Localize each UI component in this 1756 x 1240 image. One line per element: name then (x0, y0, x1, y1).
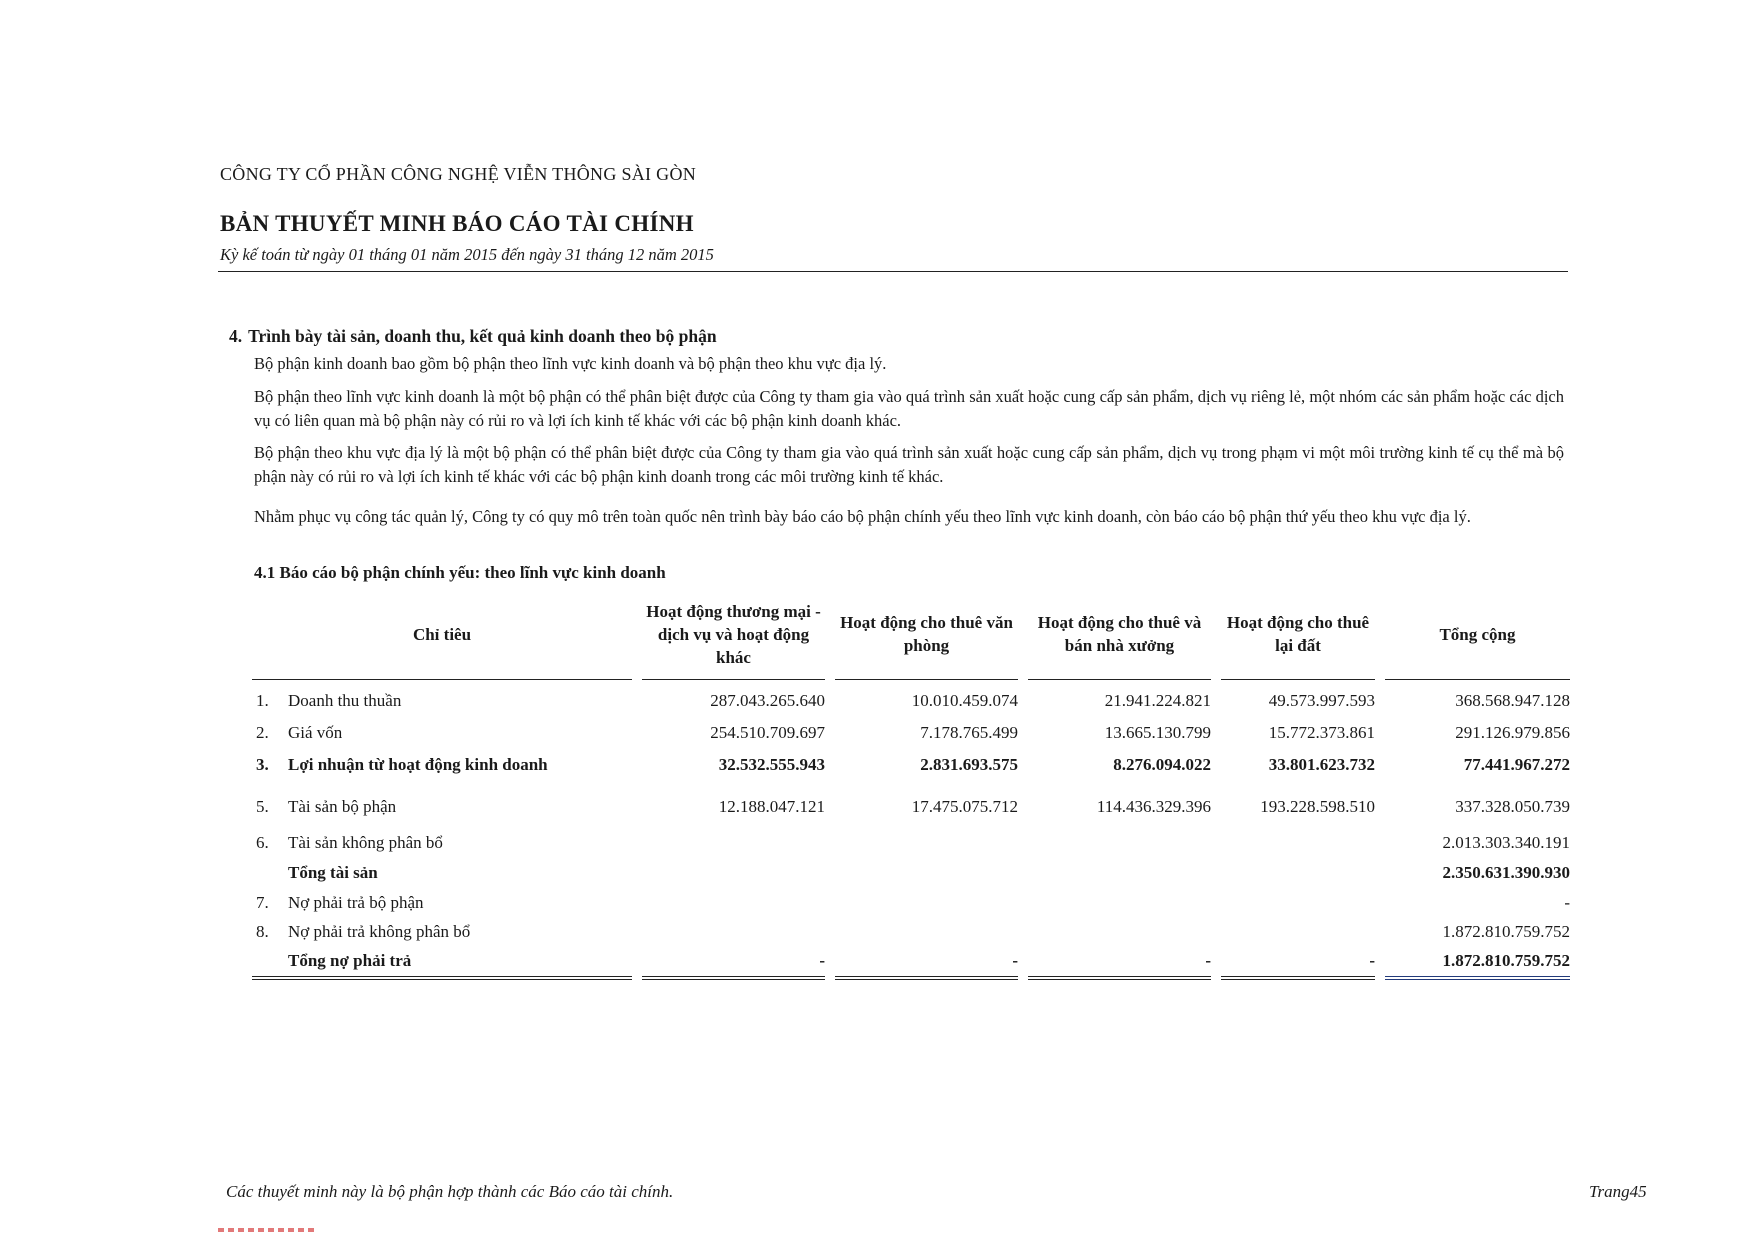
row-index: 1. (256, 691, 269, 710)
row-label: Tổng nợ phải trả (288, 951, 412, 970)
value-cell-c4: 49.573.997.593 (1268, 691, 1375, 710)
section-title: Trình bày tài sản, doanh thu, kết quả kinh doanh theo bộ phận (248, 326, 717, 346)
value-cell-c3 (1028, 858, 1211, 888)
value-cell-c5: 291.126.979.856 (1455, 723, 1570, 742)
value-cell-c5: 1.872.810.759.752 (1442, 922, 1570, 941)
footer-note: Các thuyết minh này là bộ phận hợp thành các Báo cáo tài chính. (226, 1182, 674, 1201)
row-index: 7. (256, 893, 269, 912)
row-index: 8. (256, 922, 269, 941)
row-label-cell (252, 718, 632, 748)
table-row (252, 748, 1570, 782)
row-label: Lợi nhuận từ hoạt động kinh doanh (288, 755, 548, 774)
value-cell-c5: 337.328.050.739 (1455, 797, 1570, 816)
reporting-period: Kỳ kế toán từ ngày 01 tháng 01 năm 2015 đến ngày 31 tháng 12 năm 2015 (220, 245, 714, 264)
row-label: Nợ phải trả bộ phận (288, 893, 424, 912)
page-number: Trang45 (1589, 1182, 1647, 1201)
value-cell-c2 (835, 858, 1018, 888)
value-cell-c1: - (642, 946, 825, 980)
value-cell-c4: 33.801.623.732 (1268, 755, 1375, 774)
value-cell-c1: 287.043.265.640 (710, 691, 825, 710)
value-cell-c3: 13.665.130.799 (1104, 723, 1211, 742)
subsection-title: 4.1 Báo cáo bộ phận chính yếu: theo lĩnh vực kinh doanh (254, 563, 666, 582)
paragraph: Bộ phận kinh doanh bao gồm bộ phận theo lĩnh vực kinh doanh và bộ phận theo khu vực địa lý. (254, 354, 887, 373)
segment-report-table (252, 593, 1570, 980)
value-cell-c2: 7.178.765.499 (920, 723, 1018, 742)
table-row (252, 946, 1570, 980)
value-cell-c4 (1221, 918, 1375, 946)
row-index: 3. (256, 755, 269, 774)
row-label: Giá vốn (288, 723, 343, 742)
row-label-cell (252, 946, 632, 980)
value-cell-c2 (835, 828, 1018, 858)
value-cell-c4 (1221, 858, 1375, 888)
paragraph: Bộ phận theo khu vực địa lý là một bộ phận có thể phân biệt được của Công ty tham gia vào quá trình sản xuất hoặc cung cấp sản phẩm, dịch vụ trong phạm vi một môi trường kinh tế cụ thể mà bộ phận này có rủi ro và lợi ích kinh tế khác với các bộ phận kinh doanh trong các môi trường kinh tế khác. (254, 443, 1564, 486)
row-label-cell (252, 680, 632, 718)
value-cell-c5: 77.441.967.272 (1463, 755, 1570, 774)
row-index: 5. (256, 797, 269, 816)
value-cell-c4: 15.772.373.861 (1268, 723, 1375, 742)
table-row (252, 828, 1570, 858)
header-label: Chỉ tiêu (252, 593, 632, 680)
row-index: 2. (256, 723, 269, 742)
value-cell-c1 (642, 858, 825, 888)
value-cell-c5: 368.568.947.128 (1455, 691, 1570, 710)
row-label-cell (252, 858, 632, 888)
table-row (252, 782, 1570, 828)
value-cell-c2 (835, 918, 1018, 946)
row-label: Nợ phải trả không phân bổ (288, 922, 471, 941)
value-cell-c3 (1028, 888, 1211, 918)
paragraph: Nhằm phục vụ công tác quản lý, Công ty có quy mô trên toàn quốc nên trình bày báo cáo bộ phận chính yếu theo lĩnh vực kinh doanh, còn báo cáo bộ phận thứ yếu theo khu vực địa lý. (254, 507, 1471, 526)
row-label: Doanh thu thuần (288, 691, 402, 710)
row-label: Tổng tài sản (288, 863, 378, 882)
header-divider (218, 271, 1568, 272)
value-cell-c1: 32.532.555.943 (718, 755, 825, 774)
table-row (252, 680, 1570, 718)
header-trade-services: Hoạt động thương mại - dịch vụ và hoạt động khác (642, 593, 825, 680)
row-label-cell (252, 782, 632, 828)
value-cell-c3: 8.276.094.022 (1113, 755, 1211, 774)
value-cell-c1: 254.510.709.697 (710, 723, 825, 742)
table-row (252, 718, 1570, 748)
table-row (252, 888, 1570, 918)
value-cell-c2: 17.475.075.712 (911, 797, 1018, 816)
value-cell-c1 (642, 888, 825, 918)
table-row (252, 858, 1570, 888)
value-cell-c2: 10.010.459.074 (911, 691, 1018, 710)
value-cell-c1 (642, 828, 825, 858)
value-cell-c4: - (1221, 946, 1375, 980)
value-cell-c1 (642, 918, 825, 946)
value-cell-c3: - (1028, 946, 1211, 980)
value-cell-c2: 2.831.693.575 (920, 755, 1018, 774)
company-name: CÔNG TY CỔ PHẦN CÔNG NGHỆ VIỄN THÔNG SÀI GÒN (220, 164, 697, 184)
header-office-rental: Hoạt động cho thuê văn phòng (835, 593, 1018, 680)
value-cell-c3: 114.436.329.396 (1096, 797, 1211, 816)
value-cell-c5: 2.013.303.340.191 (1442, 833, 1570, 852)
table-row (252, 918, 1570, 946)
section-heading (229, 326, 717, 347)
header-factory-rental-sale: Hoạt động cho thuê và bán nhà xưởng (1028, 593, 1211, 680)
value-cell-c4: 193.228.598.510 (1260, 797, 1375, 816)
stamp-mark (218, 1228, 318, 1232)
row-index: 6. (256, 833, 269, 852)
value-cell-c2: - (835, 946, 1018, 980)
value-cell-c1: 12.188.047.121 (718, 797, 825, 816)
row-label-cell (252, 828, 632, 858)
header-total: Tổng cộng (1385, 593, 1570, 680)
value-cell-c3 (1028, 828, 1211, 858)
row-label: Tài sản bộ phận (288, 797, 397, 816)
row-label-cell (252, 918, 632, 946)
table-header-row (252, 593, 1570, 680)
row-label-cell (252, 748, 632, 782)
paragraph: Bộ phận theo lĩnh vực kinh doanh là một bộ phận có thể phân biệt được của Công ty tham gia vào quá trình sản xuất hoặc cung cấp sản phẩm, dịch vụ riêng lẻ, một nhóm các sản phẩm hoặc các dịch vụ có liên quan mà bộ phận này có rủi ro và lợi ích kinh tế khác với các bộ phận kinh doanh khác. (254, 387, 1564, 430)
header-land-sublease: Hoạt động cho thuê lại đất (1221, 593, 1375, 680)
section-number: 4. (229, 326, 243, 346)
value-cell-c4 (1221, 888, 1375, 918)
value-cell-c2 (835, 888, 1018, 918)
row-label: Tài sản không phân bổ (288, 833, 443, 852)
value-cell-c5: 2.350.631.390.930 (1442, 863, 1570, 882)
value-cell-c5: - (1564, 893, 1570, 912)
document-title: BẢN THUYẾT MINH BÁO CÁO TÀI CHÍNH (220, 211, 694, 236)
value-cell-c3: 21.941.224.821 (1104, 691, 1211, 710)
value-cell-c4 (1221, 828, 1375, 858)
row-label-cell (252, 888, 632, 918)
value-cell-c3 (1028, 918, 1211, 946)
value-cell-c5: 1.872.810.759.752 (1385, 946, 1570, 980)
